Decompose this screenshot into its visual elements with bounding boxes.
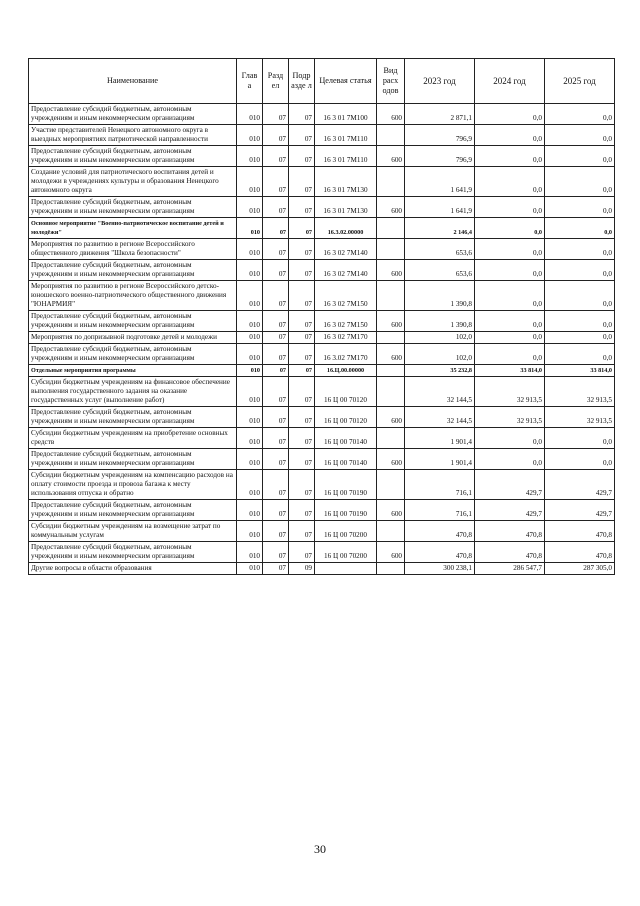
row-expense-type [377, 563, 405, 575]
row-2025: 470,8 [545, 521, 615, 542]
row-podrazdel: 07 [289, 311, 315, 332]
row-name: Предоставление субсидий бюджетным, автономным учреждениям и иным некоммерческим организациям [29, 344, 237, 365]
row-podrazdel: 07 [289, 146, 315, 167]
row-razdel: 07 [263, 521, 289, 542]
row-razdel: 07 [263, 344, 289, 365]
row-expense-type [377, 218, 405, 239]
row-2023: 32 144,5 [405, 377, 475, 407]
row-podrazdel: 07 [289, 407, 315, 428]
row-name: Мероприятия по развитию в регионе Всероссийского детско-юношеского военно-патриотического общественного движения "ЮНАРМИЯ" [29, 281, 237, 311]
table-row [29, 239, 615, 260]
row-razdel: 07 [263, 332, 289, 344]
row-expense-type [377, 125, 405, 146]
table-row [29, 146, 615, 167]
row-name: Другие вопросы в области образования [29, 563, 237, 575]
table-row [29, 563, 615, 575]
row-podrazdel: 09 [289, 563, 315, 575]
row-2025: 0,0 [545, 146, 615, 167]
row-2023: 35 232,8 [405, 365, 475, 377]
header-name: Наименование [29, 59, 237, 104]
row-glava: 010 [237, 281, 263, 311]
row-expense-type [377, 281, 405, 311]
row-target-article: 16 3.02 7М170 [315, 344, 377, 365]
row-2024: 0,0 [475, 146, 545, 167]
row-target-article: 16 3 01 7М130 [315, 197, 377, 218]
row-name: Предоставление субсидий бюджетным, автономным учреждениям и иным некоммерческим организациям [29, 542, 237, 563]
row-2023: 2 871,1 [405, 104, 475, 125]
header-razdel: Разд ел [263, 59, 289, 104]
row-2025: 470,8 [545, 542, 615, 563]
row-target-article: 16 3 02 7М140 [315, 239, 377, 260]
row-2024: 0,0 [475, 260, 545, 281]
row-glava: 010 [237, 377, 263, 407]
header-target-article: Целевая статья [315, 59, 377, 104]
row-2023: 2 146,4 [405, 218, 475, 239]
row-2023: 32 144,5 [405, 407, 475, 428]
row-name: Создание условий для патриотического воспитания детей и молодежи в учреждениях культуры и образования Ненецкого автономного округа [29, 167, 237, 197]
row-expense-type [377, 521, 405, 542]
row-glava: 010 [237, 125, 263, 146]
row-target-article: 16 Ц 00 70140 [315, 449, 377, 470]
row-2024: 0,0 [475, 125, 545, 146]
row-podrazdel: 07 [289, 332, 315, 344]
row-razdel: 07 [263, 500, 289, 521]
row-2025: 0,0 [545, 239, 615, 260]
row-podrazdel: 07 [289, 167, 315, 197]
row-2024: 0,0 [475, 332, 545, 344]
row-podrazdel: 07 [289, 218, 315, 239]
row-2025: 0,0 [545, 260, 615, 281]
header-glava: Глав а [237, 59, 263, 104]
row-glava: 010 [237, 260, 263, 281]
table-row [29, 167, 615, 197]
row-target-article: 16 3 02 7М150 [315, 281, 377, 311]
row-podrazdel: 07 [289, 344, 315, 365]
row-2023: 653,6 [405, 239, 475, 260]
row-glava: 010 [237, 365, 263, 377]
row-2024: 470,8 [475, 521, 545, 542]
row-2023: 796,9 [405, 146, 475, 167]
row-glava: 010 [237, 239, 263, 260]
row-target-article: 16 3 01 7М130 [315, 167, 377, 197]
row-2024: 33 814,0 [475, 365, 545, 377]
row-expense-type [377, 377, 405, 407]
row-2025: 32 913,5 [545, 377, 615, 407]
row-2025: 0,0 [545, 167, 615, 197]
row-razdel: 07 [263, 260, 289, 281]
row-target-article: 16 3 02 7М170 [315, 332, 377, 344]
row-glava: 010 [237, 311, 263, 332]
table-row [29, 500, 615, 521]
row-name: Предоставление субсидий бюджетным, автономным учреждениям и иным некоммерческим организациям [29, 146, 237, 167]
row-target-article: 16 3 01 7М100 [315, 104, 377, 125]
row-2025: 0,0 [545, 428, 615, 449]
table-row [29, 311, 615, 332]
row-target-article: 16 Ц 00 70140 [315, 428, 377, 449]
row-2023: 1 901,4 [405, 428, 475, 449]
table-row [29, 449, 615, 470]
row-2025: 429,7 [545, 500, 615, 521]
row-name: Субсидии бюджетным учреждениям на финансовое обеспечение выполнения государственного задания на оказание государственных услуг (выполнение работ) [29, 377, 237, 407]
row-podrazdel: 07 [289, 365, 315, 377]
row-2024: 0,0 [475, 449, 545, 470]
table-row [29, 542, 615, 563]
row-name: Участие представителей Ненецкого автономного округа в выездных мероприятиях патриотической направленности [29, 125, 237, 146]
row-glava: 010 [237, 428, 263, 449]
row-razdel: 07 [263, 197, 289, 218]
row-razdel: 07 [263, 125, 289, 146]
row-expense-type: 600 [377, 449, 405, 470]
row-expense-type [377, 239, 405, 260]
row-target-article: 16 Ц 00 70200 [315, 521, 377, 542]
row-target-article: 16.3.02.00000 [315, 218, 377, 239]
row-2023: 300 238,1 [405, 563, 475, 575]
row-2024: 429,7 [475, 470, 545, 500]
row-2024: 0,0 [475, 167, 545, 197]
row-podrazdel: 07 [289, 260, 315, 281]
row-2025: 0,0 [545, 449, 615, 470]
row-2024: 0,0 [475, 104, 545, 125]
row-razdel: 07 [263, 218, 289, 239]
table-row [29, 470, 615, 500]
table-row [29, 377, 615, 407]
row-glava: 010 [237, 563, 263, 575]
header-expense-type: Вид расх одов [377, 59, 405, 104]
header-2025: 2025 год [545, 59, 615, 104]
row-2025: 429,7 [545, 470, 615, 500]
page-number: 30 [314, 842, 326, 856]
row-podrazdel: 07 [289, 542, 315, 563]
row-razdel: 07 [263, 449, 289, 470]
row-2024: 286 547,7 [475, 563, 545, 575]
row-podrazdel: 07 [289, 104, 315, 125]
row-target-article: 16.Ц.00.00000 [315, 365, 377, 377]
table-row [29, 218, 615, 239]
row-glava: 010 [237, 500, 263, 521]
row-glava: 010 [237, 218, 263, 239]
row-2023: 470,8 [405, 542, 475, 563]
row-2023: 1 641,9 [405, 197, 475, 218]
row-2025: 0,0 [545, 218, 615, 239]
budget-table [28, 58, 615, 575]
row-2023: 716,1 [405, 470, 475, 500]
row-2023: 716,1 [405, 500, 475, 521]
row-target-article: 16 3 02 7М150 [315, 311, 377, 332]
row-target-article: 16 Ц 00 70120 [315, 407, 377, 428]
row-target-article: 16 Ц 00 70200 [315, 542, 377, 563]
row-podrazdel: 07 [289, 428, 315, 449]
row-podrazdel: 07 [289, 470, 315, 500]
row-glava: 010 [237, 470, 263, 500]
row-2024: 0,0 [475, 218, 545, 239]
row-expense-type: 600 [377, 104, 405, 125]
row-podrazdel: 07 [289, 197, 315, 218]
row-target-article: 16 Ц 00 70190 [315, 500, 377, 521]
row-2025: 0,0 [545, 311, 615, 332]
row-2024: 0,0 [475, 197, 545, 218]
row-name: Мероприятия по допризывной подготовке детей и молодежи [29, 332, 237, 344]
row-2025: 0,0 [545, 104, 615, 125]
row-podrazdel: 07 [289, 449, 315, 470]
row-glava: 010 [237, 197, 263, 218]
row-expense-type: 600 [377, 407, 405, 428]
row-expense-type: 600 [377, 197, 405, 218]
row-2025: 0,0 [545, 197, 615, 218]
row-name: Мероприятия по развитию в регионе Всероссийского общественного движения "Школа безопасности" [29, 239, 237, 260]
row-expense-type [377, 428, 405, 449]
row-target-article: 16 3 01 7М110 [315, 125, 377, 146]
row-name: Субсидии бюджетным учреждениям на приобретение основных средств [29, 428, 237, 449]
row-2023: 1 390,8 [405, 281, 475, 311]
table-row [29, 197, 615, 218]
row-name: Предоставление субсидий бюджетным, автономным учреждениям и иным некоммерческим организациям [29, 260, 237, 281]
table-header-row [29, 59, 615, 104]
row-name: Предоставление субсидий бюджетным, автономным учреждениям и иным некоммерческим организациям [29, 449, 237, 470]
row-2025: 0,0 [545, 332, 615, 344]
row-2023: 1 641,9 [405, 167, 475, 197]
row-target-article [315, 563, 377, 575]
row-expense-type [377, 332, 405, 344]
row-glava: 010 [237, 167, 263, 197]
row-2025: 0,0 [545, 125, 615, 146]
row-glava: 010 [237, 332, 263, 344]
row-expense-type [377, 365, 405, 377]
row-2024: 0,0 [475, 428, 545, 449]
row-2024: 0,0 [475, 311, 545, 332]
table-row [29, 365, 615, 377]
row-podrazdel: 07 [289, 500, 315, 521]
row-podrazdel: 07 [289, 281, 315, 311]
row-name: Основное мероприятие "Военно-патриотическое воспитание детей и молодёжи" [29, 218, 237, 239]
row-podrazdel: 07 [289, 377, 315, 407]
row-target-article: 16 Ц 00 70120 [315, 377, 377, 407]
row-razdel: 07 [263, 239, 289, 260]
row-2025: 33 814,0 [545, 365, 615, 377]
row-glava: 010 [237, 542, 263, 563]
table-row [29, 428, 615, 449]
header-podrazdel: Подр азде л [289, 59, 315, 104]
row-2023: 653,6 [405, 260, 475, 281]
row-glava: 010 [237, 146, 263, 167]
row-razdel: 07 [263, 563, 289, 575]
row-podrazdel: 07 [289, 521, 315, 542]
table-row [29, 332, 615, 344]
row-2025: 0,0 [545, 344, 615, 365]
row-2024: 32 913,5 [475, 377, 545, 407]
row-razdel: 07 [263, 542, 289, 563]
row-2023: 1 390,8 [405, 311, 475, 332]
table-row [29, 281, 615, 311]
row-razdel: 07 [263, 281, 289, 311]
row-glava: 010 [237, 521, 263, 542]
row-2025: 0,0 [545, 281, 615, 311]
row-podrazdel: 07 [289, 125, 315, 146]
row-razdel: 07 [263, 104, 289, 125]
row-expense-type [377, 470, 405, 500]
row-name: Предоставление субсидий бюджетным, автономным учреждениям и иным некоммерческим организациям [29, 104, 237, 125]
row-2023: 796,9 [405, 125, 475, 146]
row-expense-type: 600 [377, 311, 405, 332]
table-row [29, 344, 615, 365]
table-row [29, 260, 615, 281]
row-name: Предоставление субсидий бюджетным, автономным учреждениям и иным некоммерческим организациям [29, 197, 237, 218]
header-2023: 2023 год [405, 59, 475, 104]
row-2024: 429,7 [475, 500, 545, 521]
row-target-article: 16 3 02 7М140 [315, 260, 377, 281]
row-razdel: 07 [263, 428, 289, 449]
row-name: Субсидии бюджетным учреждениям на возмещение затрат по коммунальным услугам [29, 521, 237, 542]
row-expense-type: 600 [377, 146, 405, 167]
table-row [29, 125, 615, 146]
header-2024: 2024 год [475, 59, 545, 104]
row-name: Предоставление субсидий бюджетным, автономным учреждениям и иным некоммерческим организациям [29, 407, 237, 428]
row-target-article: 16 Ц 00 70190 [315, 470, 377, 500]
row-expense-type: 600 [377, 500, 405, 521]
row-expense-type: 600 [377, 260, 405, 281]
row-name: Предоставление субсидий бюджетным, автономным учреждениям и иным некоммерческим организациям [29, 500, 237, 521]
row-podrazdel: 07 [289, 239, 315, 260]
table-row [29, 407, 615, 428]
row-razdel: 07 [263, 407, 289, 428]
table-row [29, 521, 615, 542]
row-razdel: 07 [263, 146, 289, 167]
row-glava: 010 [237, 449, 263, 470]
row-2024: 0,0 [475, 239, 545, 260]
row-razdel: 07 [263, 470, 289, 500]
row-name: Субсидии бюджетным учреждениям на компенсацию расходов на оплату стоимости проезда и провоза багажа к месту использования отпуска и обратно [29, 470, 237, 500]
row-expense-type: 600 [377, 344, 405, 365]
row-2023: 470,8 [405, 521, 475, 542]
row-2023: 102,0 [405, 344, 475, 365]
row-name: Предоставление субсидий бюджетным, автономным учреждениям и иным некоммерческим организациям [29, 311, 237, 332]
row-2024: 470,8 [475, 542, 545, 563]
table-row [29, 104, 615, 125]
row-glava: 010 [237, 407, 263, 428]
row-razdel: 07 [263, 377, 289, 407]
row-2024: 0,0 [475, 344, 545, 365]
row-2024: 32 913,5 [475, 407, 545, 428]
row-expense-type: 600 [377, 542, 405, 563]
row-2023: 1 901,4 [405, 449, 475, 470]
row-2024: 0,0 [475, 281, 545, 311]
row-2023: 102,0 [405, 332, 475, 344]
row-2025: 287 305,0 [545, 563, 615, 575]
row-name: Отдельные мероприятия программы [29, 365, 237, 377]
row-glava: 010 [237, 104, 263, 125]
row-razdel: 07 [263, 311, 289, 332]
row-razdel: 07 [263, 365, 289, 377]
row-2025: 32 913,5 [545, 407, 615, 428]
row-glava: 010 [237, 344, 263, 365]
row-target-article: 16 3 01 7М110 [315, 146, 377, 167]
table-body [29, 104, 615, 575]
row-razdel: 07 [263, 167, 289, 197]
row-expense-type [377, 167, 405, 197]
